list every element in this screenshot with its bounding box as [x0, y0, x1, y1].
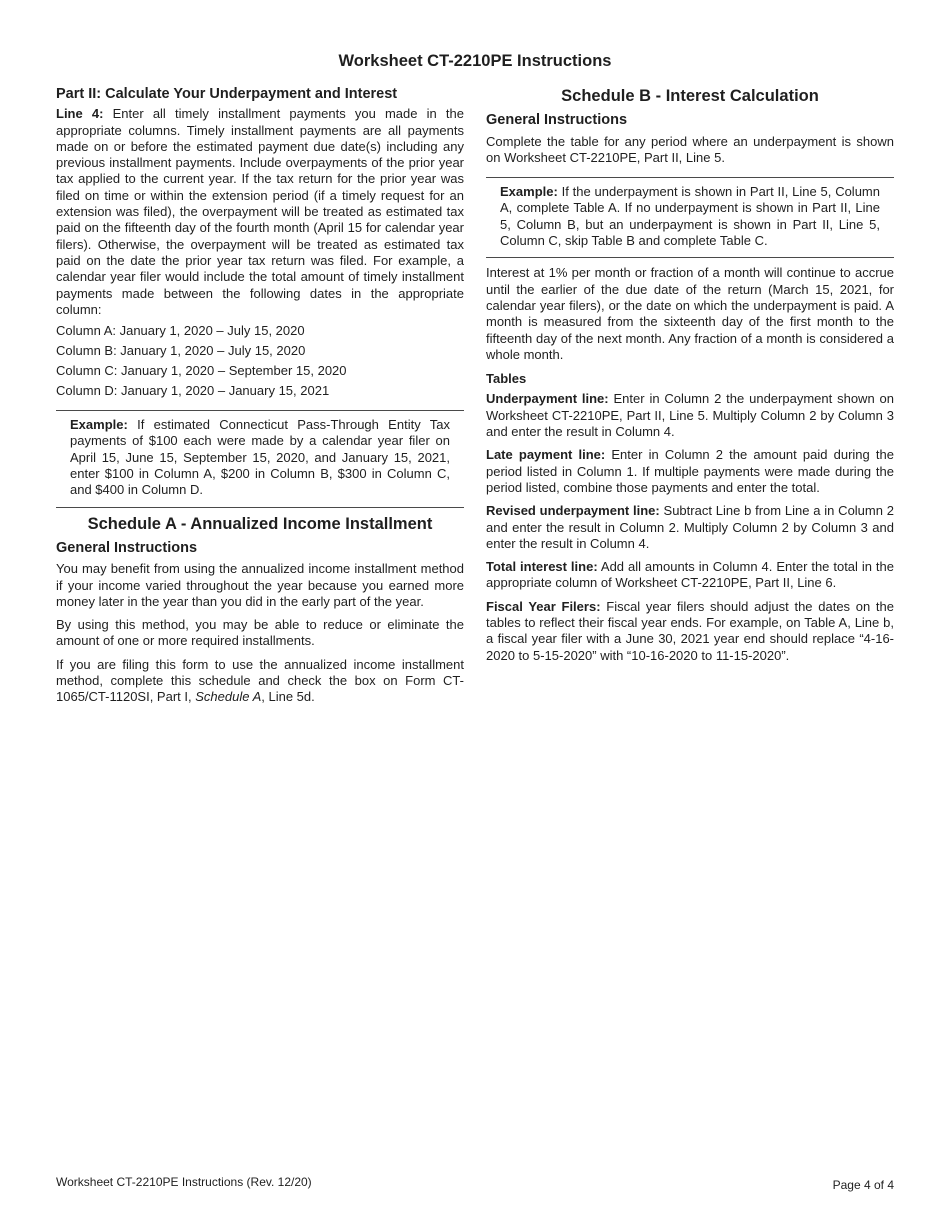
- schedule-b-heading: Schedule B - Interest Calculation: [561, 87, 819, 105]
- line-4-text: Enter all timely installment payments you made in the appropriate columns. Timely installment payments are all payments made on or before the estimated payment due date(s) including any previous installment payments. Include overpayments of the prior year tax applied to the current year. If the tax return for the prior year was filed on time or within the extension period (if a timely request for an extension was filed), the overpayment will be treated as estimated tax paid on the fifteenth day of the fourth month (April 15 for calendar year filers). Otherwise, the overpayment will be treated as estimated tax paid on the date the prior year tax return was filed. For example, a calendar year filer would include the total amount of timely installment payments made between the following dates in the appropriate column:: [56, 106, 464, 317]
- total-interest-line-paragraph: [486, 559, 894, 592]
- part-ii-heading: Part II: Calculate Your Underpayment and Interest: [56, 86, 398, 102]
- page-title: Worksheet CT-2210PE Instructions: [338, 52, 612, 70]
- fiscal-year-filers-text: Fiscal year filers should adjust the dates on the tables to reflect their fiscal year ends. For example, on Table A, Line b, a fiscal year filer with a June 30, 2021 year end should replace “4-16-2020 to 5-15-2020” with “10-16-2020 to 11-15-2020”.: [486, 598, 894, 663]
- late-payment-line-text: Enter in Column 2 the amount paid during the period listed in Column 1. If multiple payments were made during the period listed, combine those payments and enter the total.: [486, 447, 894, 495]
- example-paragraph-left: [70, 417, 450, 498]
- example-label-right: Example:: [500, 184, 558, 200]
- schedule-a-paragraph-3-text: If you are filing this form to use the annualized income installment method, complete this schedule and check the box on Form CT-1065/CT-1120SI, Part I,: [56, 656, 464, 705]
- schedule-a-paragraph-3: [56, 657, 464, 706]
- schedule-a-italic-ref: Schedule A: [195, 689, 262, 705]
- late-payment-line-paragraph: [486, 447, 894, 496]
- fiscal-year-filers-label: Fiscal Year Filers:: [486, 598, 601, 614]
- revised-underpayment-line-label: Revised underpayment line:: [486, 503, 660, 519]
- left-column: [56, 86, 464, 706]
- example-text-right: If the underpayment is shown in Part II, Line 5, Column A, complete Table A. If no underpayment is shown in Part II, Line 5, Column B, but an underpayment is shown in Part II, Line 5, Column C, skip Table B and complete Table C.: [500, 184, 880, 249]
- column-b-dates: Column B: January 1, 2020 – July 15, 2020: [56, 343, 306, 359]
- example-text-left: If estimated Connecticut Pass-Through Entity Tax payments of $100 each were made by a calendar year filer on April 15, June 15, September 15, 2020, and January 15, 2021, enter $100 in Column A, $200 in Column B, $300 in Column C, and $400 in Column D.: [70, 417, 450, 498]
- schedule-a-heading: Schedule A - Annualized Income Installment: [87, 514, 433, 533]
- underpayment-line-label: Underpayment line:: [486, 391, 609, 407]
- example-label-left: Example:: [70, 417, 128, 433]
- column-date-list: [56, 323, 464, 399]
- interest-paragraph: Interest at 1% per month or fraction of a month will continue to accrue until the earlier of the due date of the return (March 15, 2021, for calendar year filers), or the date on which the underpayment is paid. A month is measured from the sixteenth day of the first month to the fifteenth day of the next month. Any fraction of a month is considered a whole month.: [486, 265, 894, 362]
- right-column: [486, 86, 894, 664]
- example-box-right: [486, 177, 894, 258]
- schedule-a-paragraph-3-end: , Line 5d.: [261, 689, 315, 705]
- underpayment-line-paragraph: [486, 391, 894, 440]
- footer-form-id: Worksheet CT-2210PE Instructions (Rev. 12/20): [56, 1175, 312, 1189]
- line-4-paragraph: [56, 106, 464, 318]
- schedule-a-paragraph-1: You may benefit from using the annualized income installment method if your income varied throughout the year because you earned more money later in the year than you did in the early part of the year.: [56, 561, 464, 609]
- example-box-left: [56, 410, 464, 507]
- column-a-dates: Column A: January 1, 2020 – July 15, 2020: [56, 323, 305, 339]
- revised-underpayment-line-paragraph: [486, 503, 894, 552]
- late-payment-line-label: Late payment line:: [486, 447, 606, 463]
- general-instructions-heading-b: General Instructions: [486, 112, 628, 129]
- fiscal-year-filers-paragraph: [486, 599, 894, 664]
- total-interest-line-text: Add all amounts in Column 4. Enter the total in the appropriate column of Worksheet CT-2210PE, Part II, Line 6.: [486, 559, 895, 591]
- column-c-dates: Column C: January 1, 2020 – September 15, 2020: [56, 363, 347, 379]
- column-d-dates: Column D: January 1, 2020 – January 15, 2021: [56, 383, 330, 399]
- underpayment-line-text: Enter in Column 2 the underpayment shown on Worksheet CT-2210PE, Part II, Line 5. Multiply Column 2 by Column 3 and enter the result in Column 4.: [486, 391, 895, 440]
- example-paragraph-right: [500, 184, 880, 249]
- tables-heading: Tables: [486, 371, 527, 387]
- footer-page-number: Page 4 of 4: [832, 1178, 894, 1192]
- general-instructions-heading-a: General Instructions: [56, 539, 198, 556]
- schedule-b-intro: Complete the table for any period where an underpayment is shown on Worksheet CT-2210PE, Part II, Line 5.: [486, 133, 894, 165]
- line-4-label: Line 4:: [56, 106, 104, 122]
- total-interest-line-label: Total interest line:: [486, 559, 598, 575]
- revised-underpayment-line-text: Subtract Line b from Line a in Column 2 and enter the result in Column 2. Multiply Column 2 by Column 3 and enter the result in Column 4.: [486, 503, 894, 551]
- schedule-a-paragraph-2: By using this method, you may be able to reduce or eliminate the amount of one or more required installments.: [56, 617, 464, 649]
